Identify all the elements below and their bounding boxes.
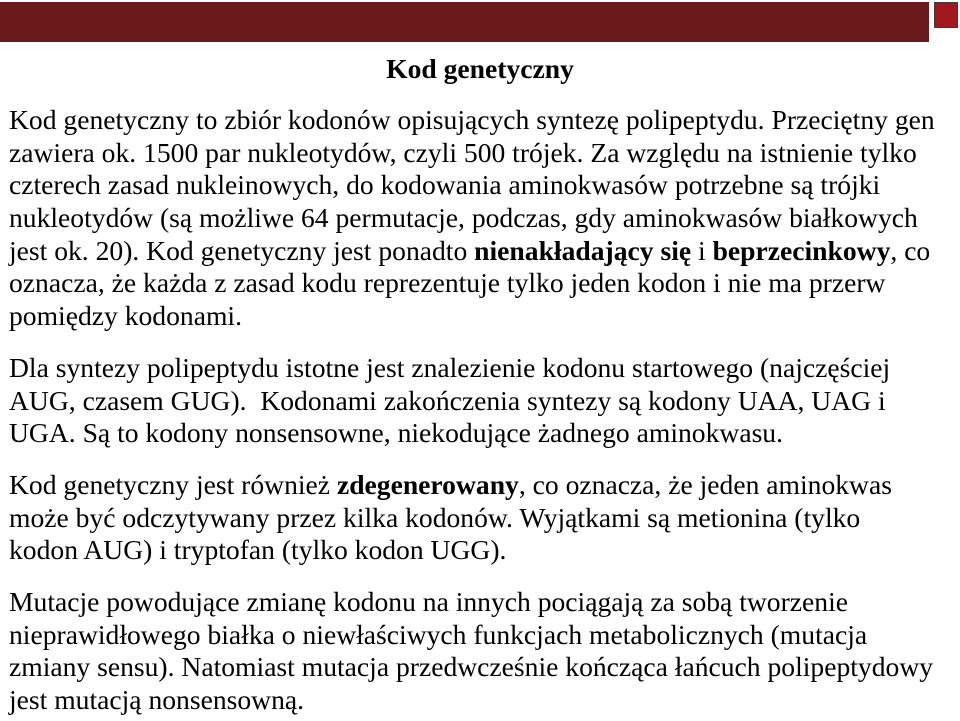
paragraph-start-stop-codons [9,352,954,450]
text-line: nukleotydów (są możliwe 64 permutacje, podczas, gdy aminokwasów białkowych [9,202,918,234]
text-line: UGA. Są to kodony nonsensowne, niekodujące żadnego aminokwasu. [9,417,783,449]
text-line: Dla syntezy polipeptydu istotne jest znalezienie kodonu startowego (najczęściej [9,351,891,383]
text-line: pomiędzy kodonami. [9,300,242,332]
text-line: AUG, czasem GUG). Kodonami zakończenia syntezy są kodony UAA, UAG i [9,384,886,416]
text-line: kodon AUG) i tryptofan (tylko kodon UGG). [9,534,507,566]
text-segment: i [691,234,713,266]
header-square [934,2,958,28]
text-line: zmiany sensu). Natomiast mutacja przedwcześnie kończąca łańcuch polipeptydowy [9,651,934,683]
text-line: Kod genetyczny to zbiór kodonów opisujących syntezę polipeptydu. Przeciętny gen [9,104,935,135]
text-line [9,235,954,268]
text-line: może być odczytywany przez kilka kodonów. Wyjątkami są metionina (tylko [9,501,861,533]
text-line: czterech zasad nukleinowych, do kodowania aminokwasów potrzebne są trójki [9,169,881,201]
text-segment: , co oznacza, że jeden aminokwas [518,468,892,500]
bold-term: nienakładający się [474,234,692,266]
paragraph-degenerate-code [9,469,954,567]
text-line: Mutacje powodujące zmianę kodonu na innych pociągają za sobą tworzenie [9,585,848,617]
paragraph-genetic-code-definition [9,104,954,333]
text-line: zawiera ok. 1500 par nukleotydów, czyli 500 trójek. Za względu na istnienie tylko [9,136,917,168]
text-line: jest mutacją nonsensowną. [9,684,305,715]
text-segment: jest ok. 20). Kod genetyczny jest ponadto [9,234,475,266]
slide-body [9,104,954,717]
text-line: nieprawidłowego białka o niewłaściwych funkcjach metabolicznych (mutacja [9,618,868,650]
text-line: oznacza, że każda z zasad kodu reprezentuje tylko jeden kodon i nie ma przerw [9,267,886,299]
text-segment: , co [890,234,931,266]
bold-term: zdegenerowany [336,468,519,500]
text-line [9,469,954,502]
paragraph-mutations [9,586,954,717]
slide-title: Kod genetyczny [386,53,574,84]
text-segment: Kod genetyczny jest również [9,468,337,500]
bold-term: beprzecinkowy [712,234,891,266]
header-bar [0,2,929,42]
